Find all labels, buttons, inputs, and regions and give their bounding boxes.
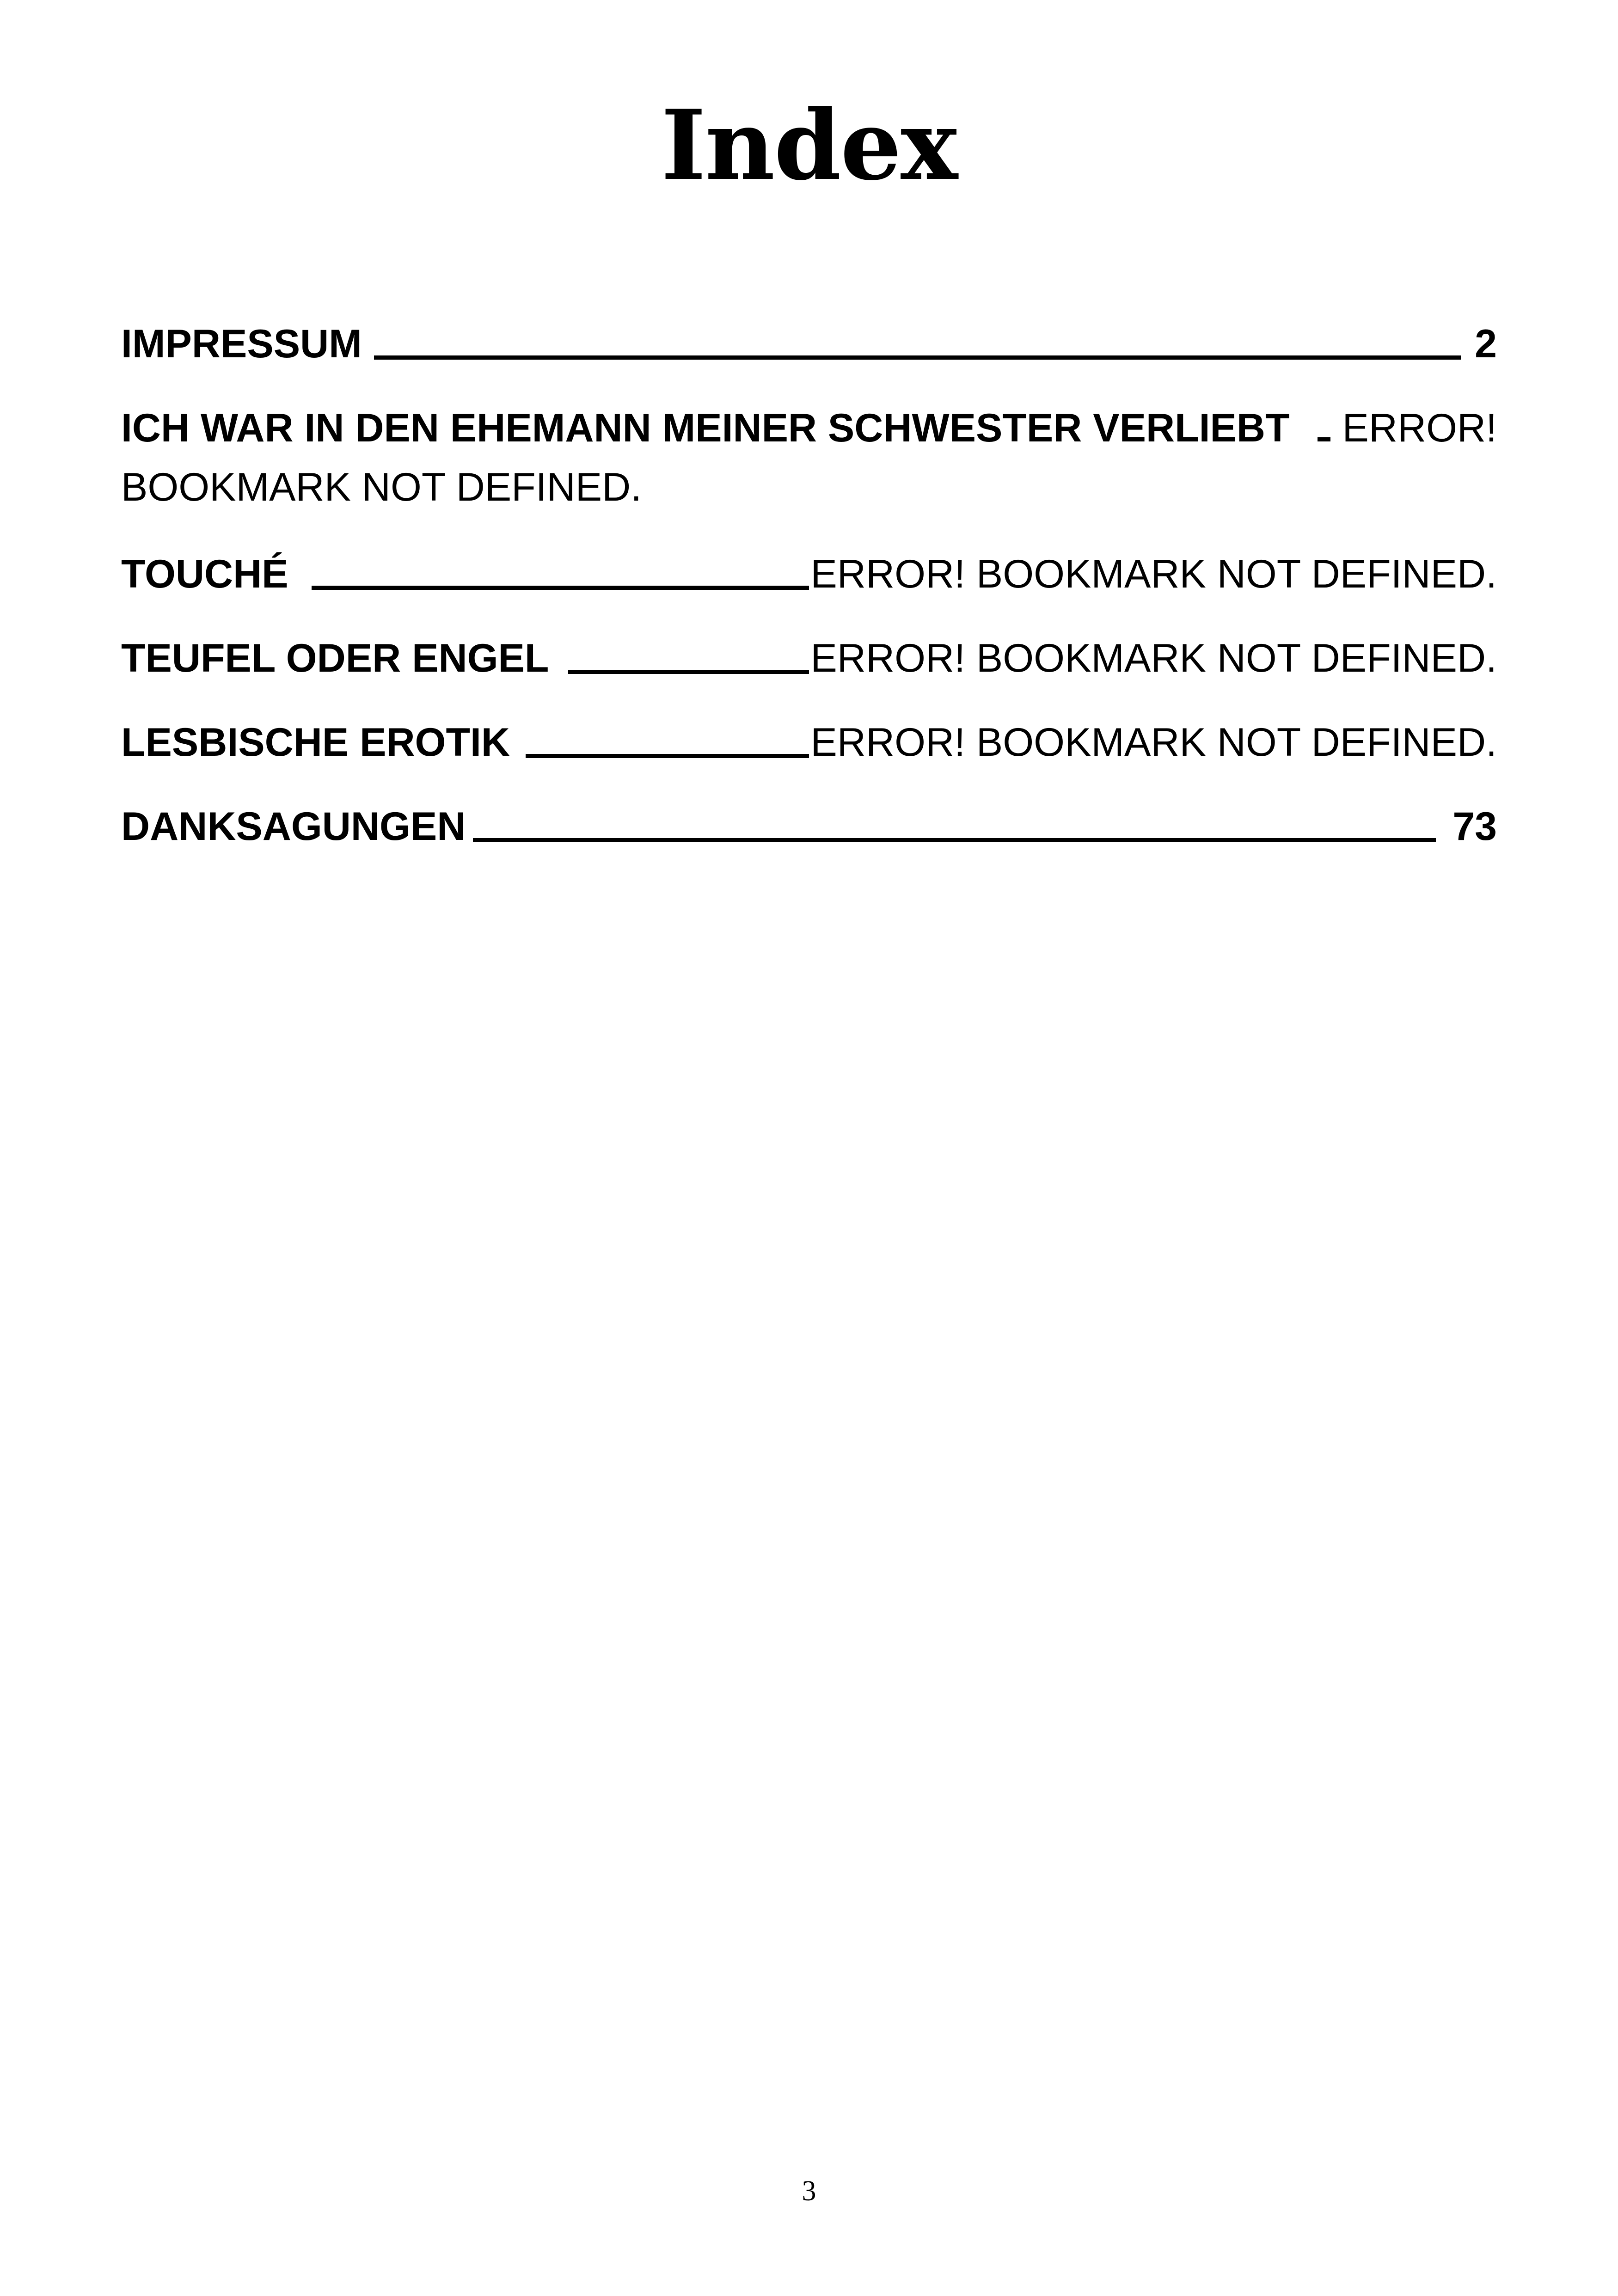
toc-entry-title: LESBISCHE EROTIK xyxy=(121,720,510,765)
dot-leader xyxy=(312,586,809,590)
toc-entry-title: DANKSAGUNGEN xyxy=(121,804,466,849)
toc-entry-title: ICH WAR IN DEN EHEMANN MEINER SCHWESTER VERLIEBT xyxy=(121,406,1290,450)
dot-leader xyxy=(568,670,809,674)
toc-entry-error-text: ERROR! BOOKMARK NOT DEFINED. xyxy=(810,552,1497,596)
toc-entry-touche xyxy=(121,545,1497,604)
toc-entry-ich-war-in-den-ehemann xyxy=(121,398,1497,517)
toc-entry-error-text: ERROR! BOOKMARK NOT DEFINED. xyxy=(810,720,1497,765)
toc-entry-page-number: 2 xyxy=(1475,322,1497,366)
toc-entry-error-text: ERROR! xyxy=(1342,406,1497,450)
dot-leader xyxy=(374,355,1461,360)
toc-entry-title: TEUFEL ODER ENGEL xyxy=(121,636,549,680)
page-title: Index xyxy=(661,89,957,202)
toc-entry-page-number: 73 xyxy=(1453,804,1497,849)
dot-leader xyxy=(1318,437,1330,441)
toc-entry-title: IMPRESSUM xyxy=(121,322,362,366)
toc-entry-danksagungen xyxy=(121,797,1497,856)
dot-leader xyxy=(526,754,809,758)
toc-entry-title: TOUCHÉ xyxy=(121,552,288,596)
toc-entry-impressum xyxy=(121,314,1497,373)
footer-page-number: 3 xyxy=(802,2175,816,2207)
toc-entry-error-text: ERROR! BOOKMARK NOT DEFINED. xyxy=(810,636,1497,680)
dot-leader xyxy=(473,838,1436,842)
toc-entry-teufel-oder-engel xyxy=(121,629,1497,688)
toc-entry-lesbische-erotik xyxy=(121,713,1497,772)
toc-entry-error-text-continued: BOOKMARK NOT DEFINED. xyxy=(121,465,642,509)
